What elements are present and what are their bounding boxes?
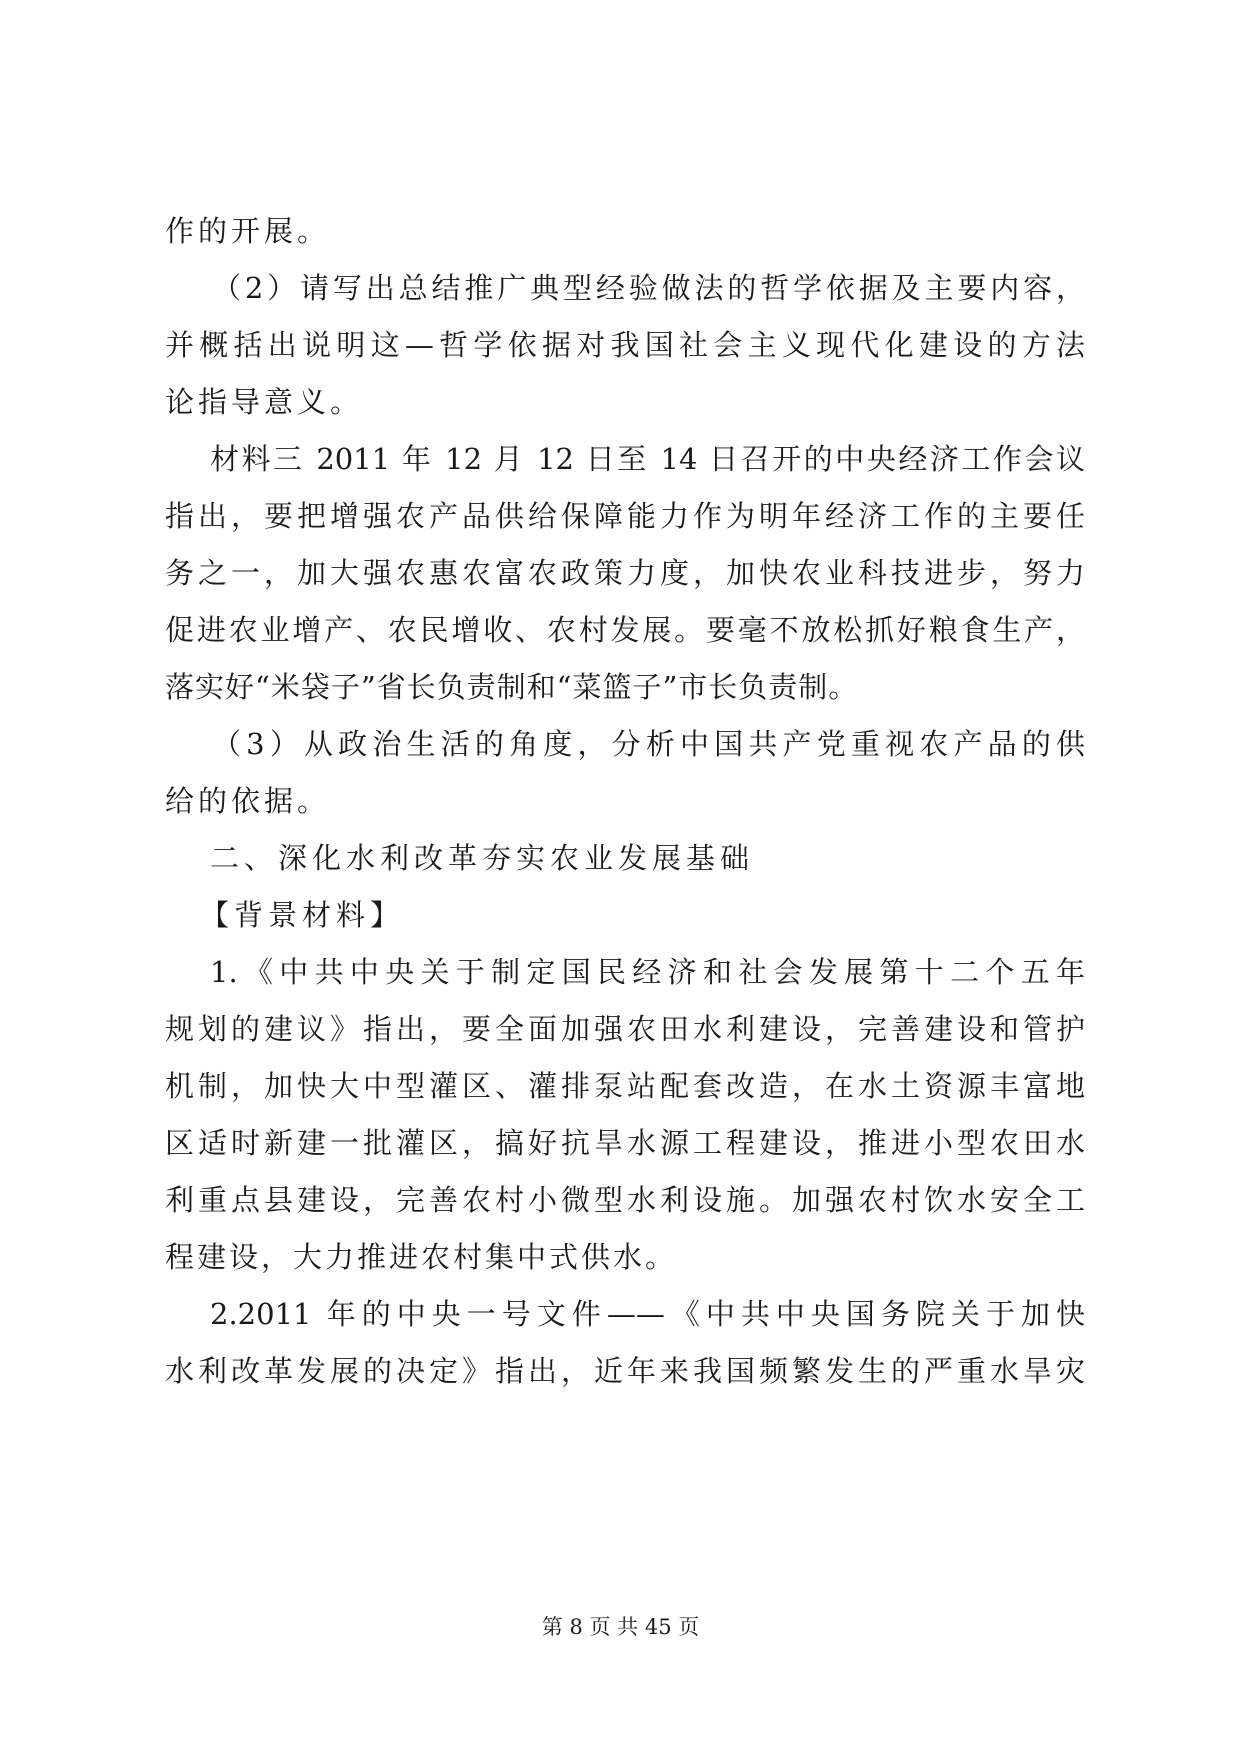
text-line-1: 作的开展。	[165, 214, 331, 248]
section-heading: 二、深化水利改革夯实农业发展基础	[210, 841, 755, 875]
item-1-line-2: 规划的建议》指出，要全面加强农田水利建设，完善建设和管护	[165, 1012, 1085, 1046]
material-3-line-2: 指出，要把增强农产品供给保障能力作为明年经济工作的主要任	[165, 499, 1085, 533]
background-material-heading: 【背景材料】	[200, 898, 405, 932]
page-footer: 第 8 页 共 45 页	[541, 1615, 700, 1639]
question-2-line-1: （2）请写出总结推广典型经验做法的哲学依据及主要内容，	[212, 271, 1085, 305]
item-2-line-1: 2.2011 年的中央一号文件——《中共中央国务院关于加快	[210, 1297, 1085, 1331]
material-3-line-5: 落实好“米袋子”省长负责制和“菜篮子”市长负责制。	[165, 670, 859, 704]
material-3-line-1: 材料三 2011 年 12 月 12 日至 14 日召开的中央经济工作会议	[210, 442, 1085, 476]
item-1-line-1: 1.《中共中央关于制定国民经济和社会发展第十二个五年	[210, 955, 1085, 989]
material-3-line-3: 务之一，加大强农惠农富农政策力度，加快农业科技进步，努力	[165, 556, 1085, 590]
question-2-line-2: 并概括出说明这—哲学依据对我国社会主义现代化建设的方法	[165, 328, 1085, 362]
question-3-line-1: （3）从政治生活的角度，分析中国共产党重视农产品的供	[212, 727, 1085, 761]
item-1-line-5: 利重点县建设，完善农村小微型水利设施。加强农村饮水安全工	[165, 1183, 1085, 1217]
item-1-line-4: 区适时新建一批灌区，搞好抗旱水源工程建设，推进小型农田水	[165, 1126, 1085, 1160]
question-3-line-2: 给的依据。	[165, 784, 331, 818]
item-1-line-6: 程建设，大力推进农村集中式供水。	[165, 1240, 678, 1274]
question-2-line-3: 论指导意义。	[165, 385, 364, 419]
material-3-line-4: 促进农业增产、农民增收、农村发展。要毫不放松抓好粮食生产，	[165, 613, 1085, 647]
item-1-line-3: 机制，加快大中型灌区、灌排泵站配套改造，在水土资源丰富地	[165, 1069, 1085, 1103]
item-2-line-2: 水利改革发展的决定》指出，近年来我国频繁发生的严重水旱灾	[165, 1354, 1085, 1388]
